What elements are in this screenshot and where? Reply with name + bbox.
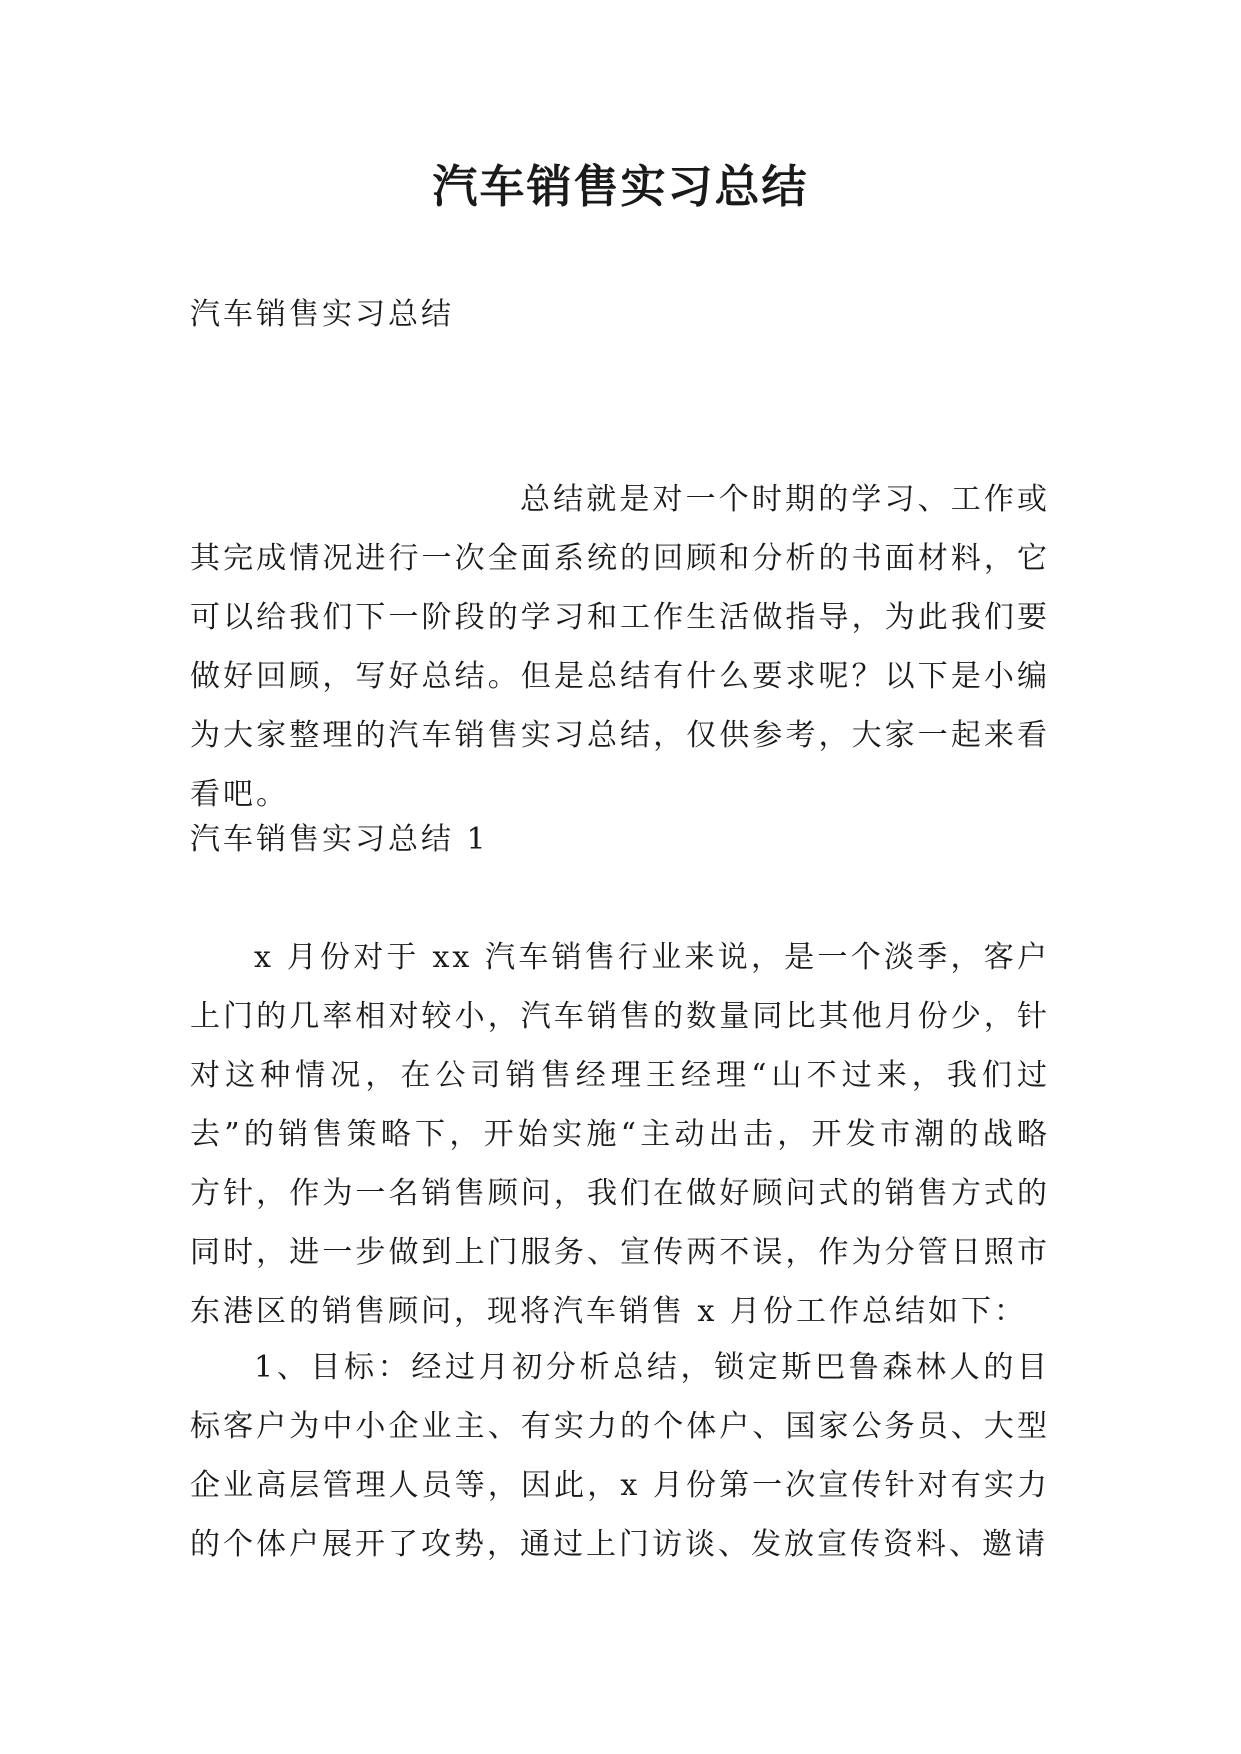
intro-paragraph: 总结就是对一个时期的学习、工作或其完成情况进行一次全面系统的回顾和分析的书面材料，它可以给我们下一阶段的学习和工作生活做指导，为此我们要做好回顾，写好总结。但是总结有什么要求呢？以下是小编为大家整理的汽车销售实习总结，仅供参考，大家一起来看看吧。 [190,482,1050,812]
body-paragraph: x 月份对于 xx 汽车销售行业来说，是一个淡季，客户上门的几率相对较小，汽车销售的数量同比其他月份少，针对这种情况，在公司销售经理王经理“山不过来，我们过去”的销售策略下，开始实施“主动出击，开发市潮的战略方针，作为一名销售顾问，我们在做好顾问式的销售方式的同时，进一步做到上门服务、宣传两不误，作为分管日照市东港区的销售顾问，现将汽车销售 x 月份工作总结如下： [190,940,1050,1329]
document-title: 汽车销售实习总结 [432,160,809,213]
body-paragraph: 1、目标：经过月初分析总结，锁定斯巴鲁森林人的目标客户为中小企业主、有实力的个体户、国家公务员、大型企业高层管理人员等，因此，x 月份第一次宣传针对有实力的个体户展开了攻势，通过上门访谈、发放宣传资料、邀请 [190,1350,1050,1562]
section-heading: 汽车销售实习总结 1 [190,822,489,857]
document-subtitle: 汽车销售实习总结 [190,297,454,332]
